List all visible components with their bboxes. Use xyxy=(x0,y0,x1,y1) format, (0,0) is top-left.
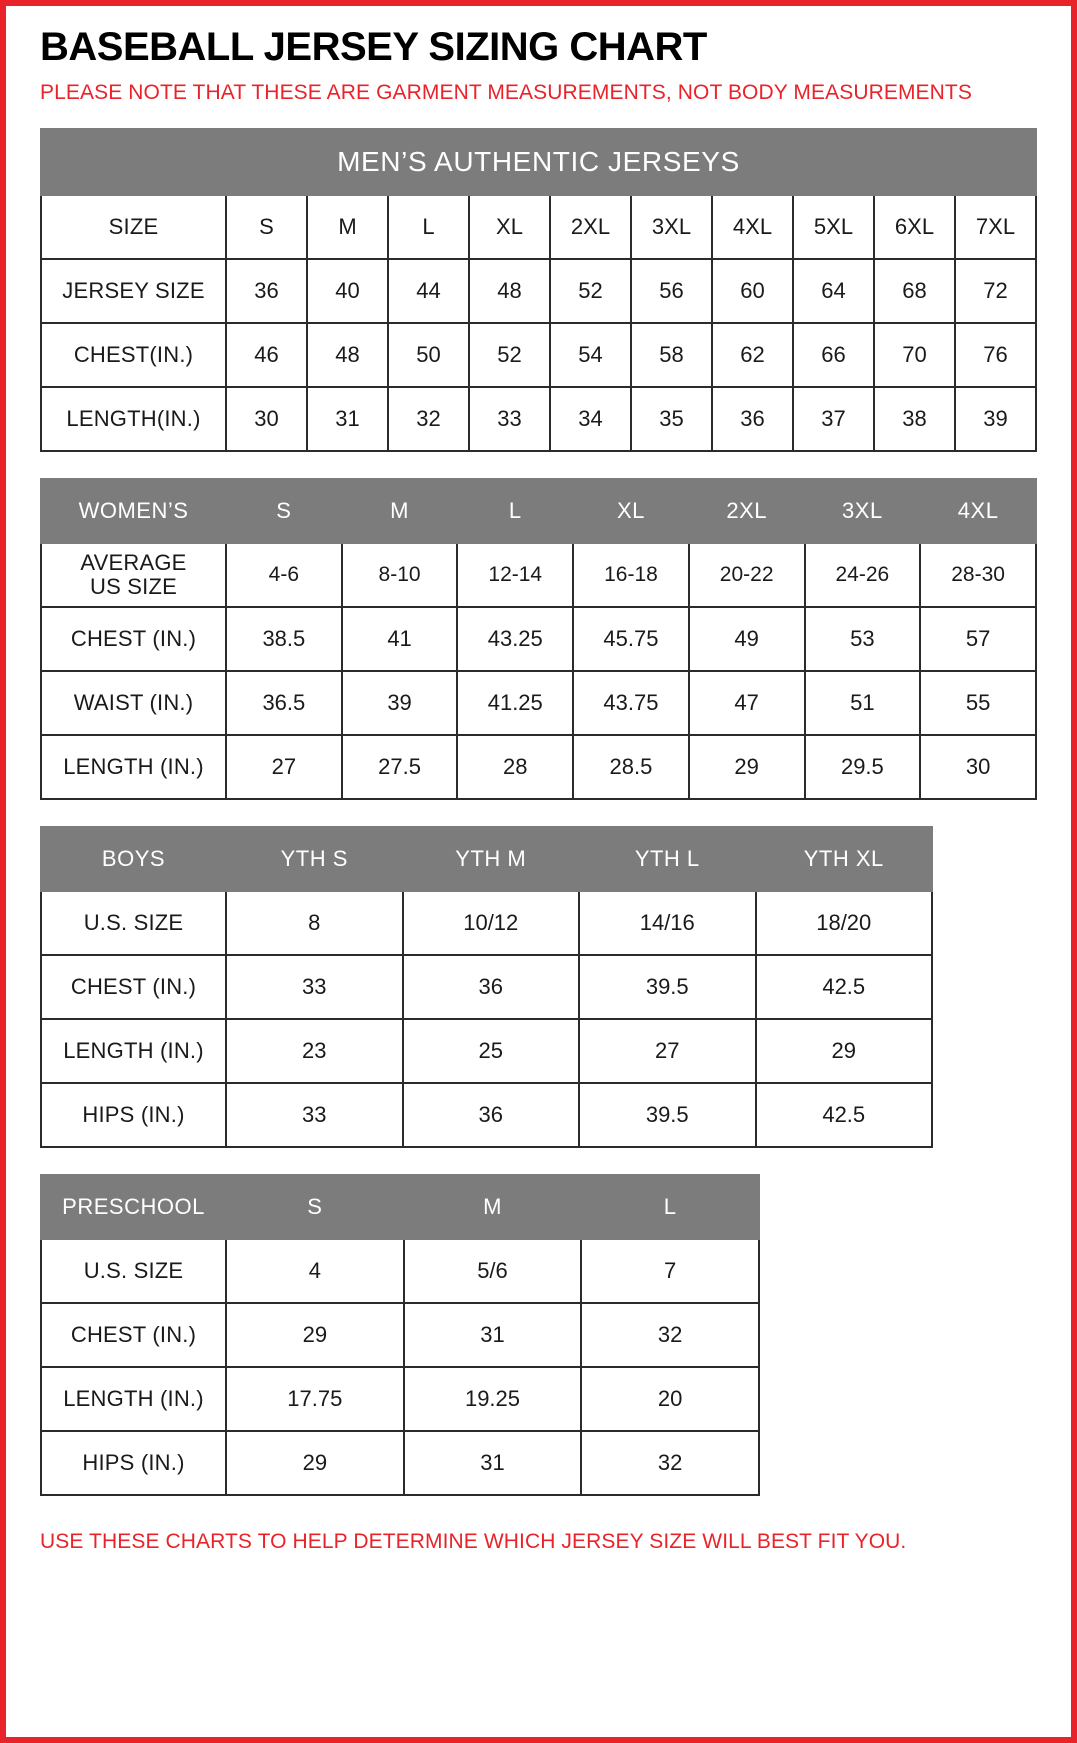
cell: 8-10 xyxy=(342,543,458,607)
cell: 48 xyxy=(469,259,550,323)
cell: 53 xyxy=(805,607,921,671)
cell: 20-22 xyxy=(689,543,805,607)
footer-note: USE THESE CHARTS TO HELP DETERMINE WHICH JERSEY SIZE WILL BEST FIT YOU. xyxy=(40,1530,907,1554)
cell: 27.5 xyxy=(342,735,458,799)
column-header-5xl: 5XL xyxy=(793,195,874,259)
cell: 76 xyxy=(955,323,1036,387)
table-banner-row xyxy=(41,129,1036,195)
table-row xyxy=(41,607,1036,671)
womens-jerseys-table xyxy=(40,478,1037,800)
cell: 35 xyxy=(631,387,712,451)
cell: 29 xyxy=(689,735,805,799)
row-label-chest: CHEST (IN.) xyxy=(41,607,226,671)
column-header-yth-m: YTH M xyxy=(403,827,580,891)
cell: 28.5 xyxy=(573,735,689,799)
table-row xyxy=(41,1431,759,1495)
cell: 52 xyxy=(469,323,550,387)
column-header-size: SIZE xyxy=(41,195,226,259)
column-header-yth-xl: YTH XL xyxy=(756,827,933,891)
row-label-chest: CHEST (IN.) xyxy=(41,955,226,1019)
row-label-chest: CHEST (IN.) xyxy=(41,1303,226,1367)
top-red-border xyxy=(0,0,1077,6)
cell: 58 xyxy=(631,323,712,387)
cell: 27 xyxy=(579,1019,756,1083)
cell: 54 xyxy=(550,323,631,387)
cell: 52 xyxy=(550,259,631,323)
measurement-note: PLEASE NOTE THAT THESE ARE GARMENT MEASUREMENTS, NOT BODY MEASUREMENTS xyxy=(40,81,972,104)
cell: 19.25 xyxy=(404,1367,582,1431)
column-header-s: S xyxy=(226,195,307,259)
row-label-hips: HIPS (IN.) xyxy=(41,1083,226,1147)
row-label-length: LENGTH(IN.) xyxy=(41,387,226,451)
row-label-hips: HIPS (IN.) xyxy=(41,1431,226,1495)
cell: 14/16 xyxy=(579,891,756,955)
cell: 28-30 xyxy=(920,543,1036,607)
cell: 33 xyxy=(226,1083,403,1147)
cell: 50 xyxy=(388,323,469,387)
table-row xyxy=(41,543,1036,607)
column-header-l: L xyxy=(457,479,573,543)
column-header-womens: WOMEN’S xyxy=(41,479,226,543)
cell: 39.5 xyxy=(579,1083,756,1147)
cell: 36 xyxy=(403,955,580,1019)
cell: 17.75 xyxy=(226,1367,404,1431)
boys-jerseys-table xyxy=(40,826,933,1148)
cell: 72 xyxy=(955,259,1036,323)
row-label-chest: CHEST(IN.) xyxy=(41,323,226,387)
cell: 43.75 xyxy=(573,671,689,735)
cell: 42.5 xyxy=(756,1083,933,1147)
cell: 31 xyxy=(404,1303,582,1367)
cell: 25 xyxy=(403,1019,580,1083)
cell: 66 xyxy=(793,323,874,387)
cell: 38 xyxy=(874,387,955,451)
cell: 24-26 xyxy=(805,543,921,607)
cell: 32 xyxy=(581,1431,759,1495)
column-header-s: S xyxy=(226,1175,404,1239)
cell: 12-14 xyxy=(457,543,573,607)
row-label-average-us-size: AVERAGE US SIZE xyxy=(41,543,226,607)
cell: 43.25 xyxy=(457,607,573,671)
cell: 62 xyxy=(712,323,793,387)
column-header-4xl: 4XL xyxy=(920,479,1036,543)
row-label-us-size: U.S. SIZE xyxy=(41,891,226,955)
column-header-preschool: PRESCHOOL xyxy=(41,1175,226,1239)
cell: 29 xyxy=(756,1019,933,1083)
column-header-2xl: 2XL xyxy=(689,479,805,543)
cell: 38.5 xyxy=(226,607,342,671)
cell: 20 xyxy=(581,1367,759,1431)
column-header-m: M xyxy=(342,479,458,543)
cell: 51 xyxy=(805,671,921,735)
left-red-border xyxy=(0,0,6,1743)
row-label-us-size: U.S. SIZE xyxy=(41,1239,226,1303)
cell: 44 xyxy=(388,259,469,323)
table-row xyxy=(41,1303,759,1367)
bottom-red-border xyxy=(0,1737,1077,1743)
cell: 37 xyxy=(793,387,874,451)
cell: 57 xyxy=(920,607,1036,671)
row-label-length: LENGTH (IN.) xyxy=(41,1367,226,1431)
cell: 28 xyxy=(457,735,573,799)
column-header-m: M xyxy=(307,195,388,259)
column-header-yth-s: YTH S xyxy=(226,827,403,891)
cell: 8 xyxy=(226,891,403,955)
cell: 39 xyxy=(955,387,1036,451)
cell: 56 xyxy=(631,259,712,323)
cell: 68 xyxy=(874,259,955,323)
cell: 29 xyxy=(226,1303,404,1367)
cell: 41.25 xyxy=(457,671,573,735)
column-header-6xl: 6XL xyxy=(874,195,955,259)
cell: 29.5 xyxy=(805,735,921,799)
cell: 41 xyxy=(342,607,458,671)
cell: 42.5 xyxy=(756,955,933,1019)
cell: 49 xyxy=(689,607,805,671)
cell: 27 xyxy=(226,735,342,799)
table-header-row xyxy=(41,479,1036,543)
cell: 33 xyxy=(226,955,403,1019)
table-row xyxy=(41,259,1036,323)
cell: 55 xyxy=(920,671,1036,735)
cell: 32 xyxy=(581,1303,759,1367)
page-title: BASEBALL JERSEY SIZING CHART xyxy=(40,25,707,69)
cell: 4 xyxy=(226,1239,404,1303)
cell: 45.75 xyxy=(573,607,689,671)
cell: 31 xyxy=(307,387,388,451)
cell: 36 xyxy=(226,259,307,323)
table-row xyxy=(41,735,1036,799)
cell: 7 xyxy=(581,1239,759,1303)
cell: 47 xyxy=(689,671,805,735)
cell: 39 xyxy=(342,671,458,735)
table-row xyxy=(41,955,932,1019)
column-header-xl: XL xyxy=(573,479,689,543)
column-header-7xl: 7XL xyxy=(955,195,1036,259)
mens-authentic-jerseys-table xyxy=(40,128,1037,452)
row-label-length: LENGTH (IN.) xyxy=(41,735,226,799)
cell: 36 xyxy=(403,1083,580,1147)
cell: 18/20 xyxy=(756,891,933,955)
cell: 4-6 xyxy=(226,543,342,607)
cell: 36 xyxy=(712,387,793,451)
column-header-yth-l: YTH L xyxy=(579,827,756,891)
cell: 64 xyxy=(793,259,874,323)
table-row xyxy=(41,1367,759,1431)
table-header-row xyxy=(41,195,1036,259)
column-header-4xl: 4XL xyxy=(712,195,793,259)
table-row xyxy=(41,671,1036,735)
cell: 30 xyxy=(226,387,307,451)
table-row xyxy=(41,1019,932,1083)
cell: 70 xyxy=(874,323,955,387)
column-header-m: M xyxy=(404,1175,582,1239)
row-label-waist: WAIST (IN.) xyxy=(41,671,226,735)
column-header-xl: XL xyxy=(469,195,550,259)
cell: 40 xyxy=(307,259,388,323)
cell: 39.5 xyxy=(579,955,756,1019)
cell: 32 xyxy=(388,387,469,451)
column-header-s: S xyxy=(226,479,342,543)
table-row xyxy=(41,1239,759,1303)
column-header-2xl: 2XL xyxy=(550,195,631,259)
table-row xyxy=(41,387,1036,451)
cell: 60 xyxy=(712,259,793,323)
cell: 5/6 xyxy=(404,1239,582,1303)
cell: 10/12 xyxy=(403,891,580,955)
cell: 30 xyxy=(920,735,1036,799)
cell: 48 xyxy=(307,323,388,387)
mens-banner: MEN’S AUTHENTIC JERSEYS xyxy=(41,129,1036,195)
cell: 16-18 xyxy=(573,543,689,607)
table-header-row xyxy=(41,827,932,891)
row-label-jersey-size: JERSEY SIZE xyxy=(41,259,226,323)
column-header-3xl: 3XL xyxy=(805,479,921,543)
cell: 36.5 xyxy=(226,671,342,735)
column-header-3xl: 3XL xyxy=(631,195,712,259)
cell: 31 xyxy=(404,1431,582,1495)
table-row xyxy=(41,891,932,955)
table-row xyxy=(41,1083,932,1147)
right-red-border xyxy=(1071,0,1077,1743)
column-header-boys: BOYS xyxy=(41,827,226,891)
column-header-l: L xyxy=(581,1175,759,1239)
table-header-row xyxy=(41,1175,759,1239)
cell: 29 xyxy=(226,1431,404,1495)
row-label-length: LENGTH (IN.) xyxy=(41,1019,226,1083)
preschool-jerseys-table xyxy=(40,1174,760,1496)
cell: 34 xyxy=(550,387,631,451)
column-header-l: L xyxy=(388,195,469,259)
table-row xyxy=(41,323,1036,387)
cell: 23 xyxy=(226,1019,403,1083)
cell: 33 xyxy=(469,387,550,451)
cell: 46 xyxy=(226,323,307,387)
